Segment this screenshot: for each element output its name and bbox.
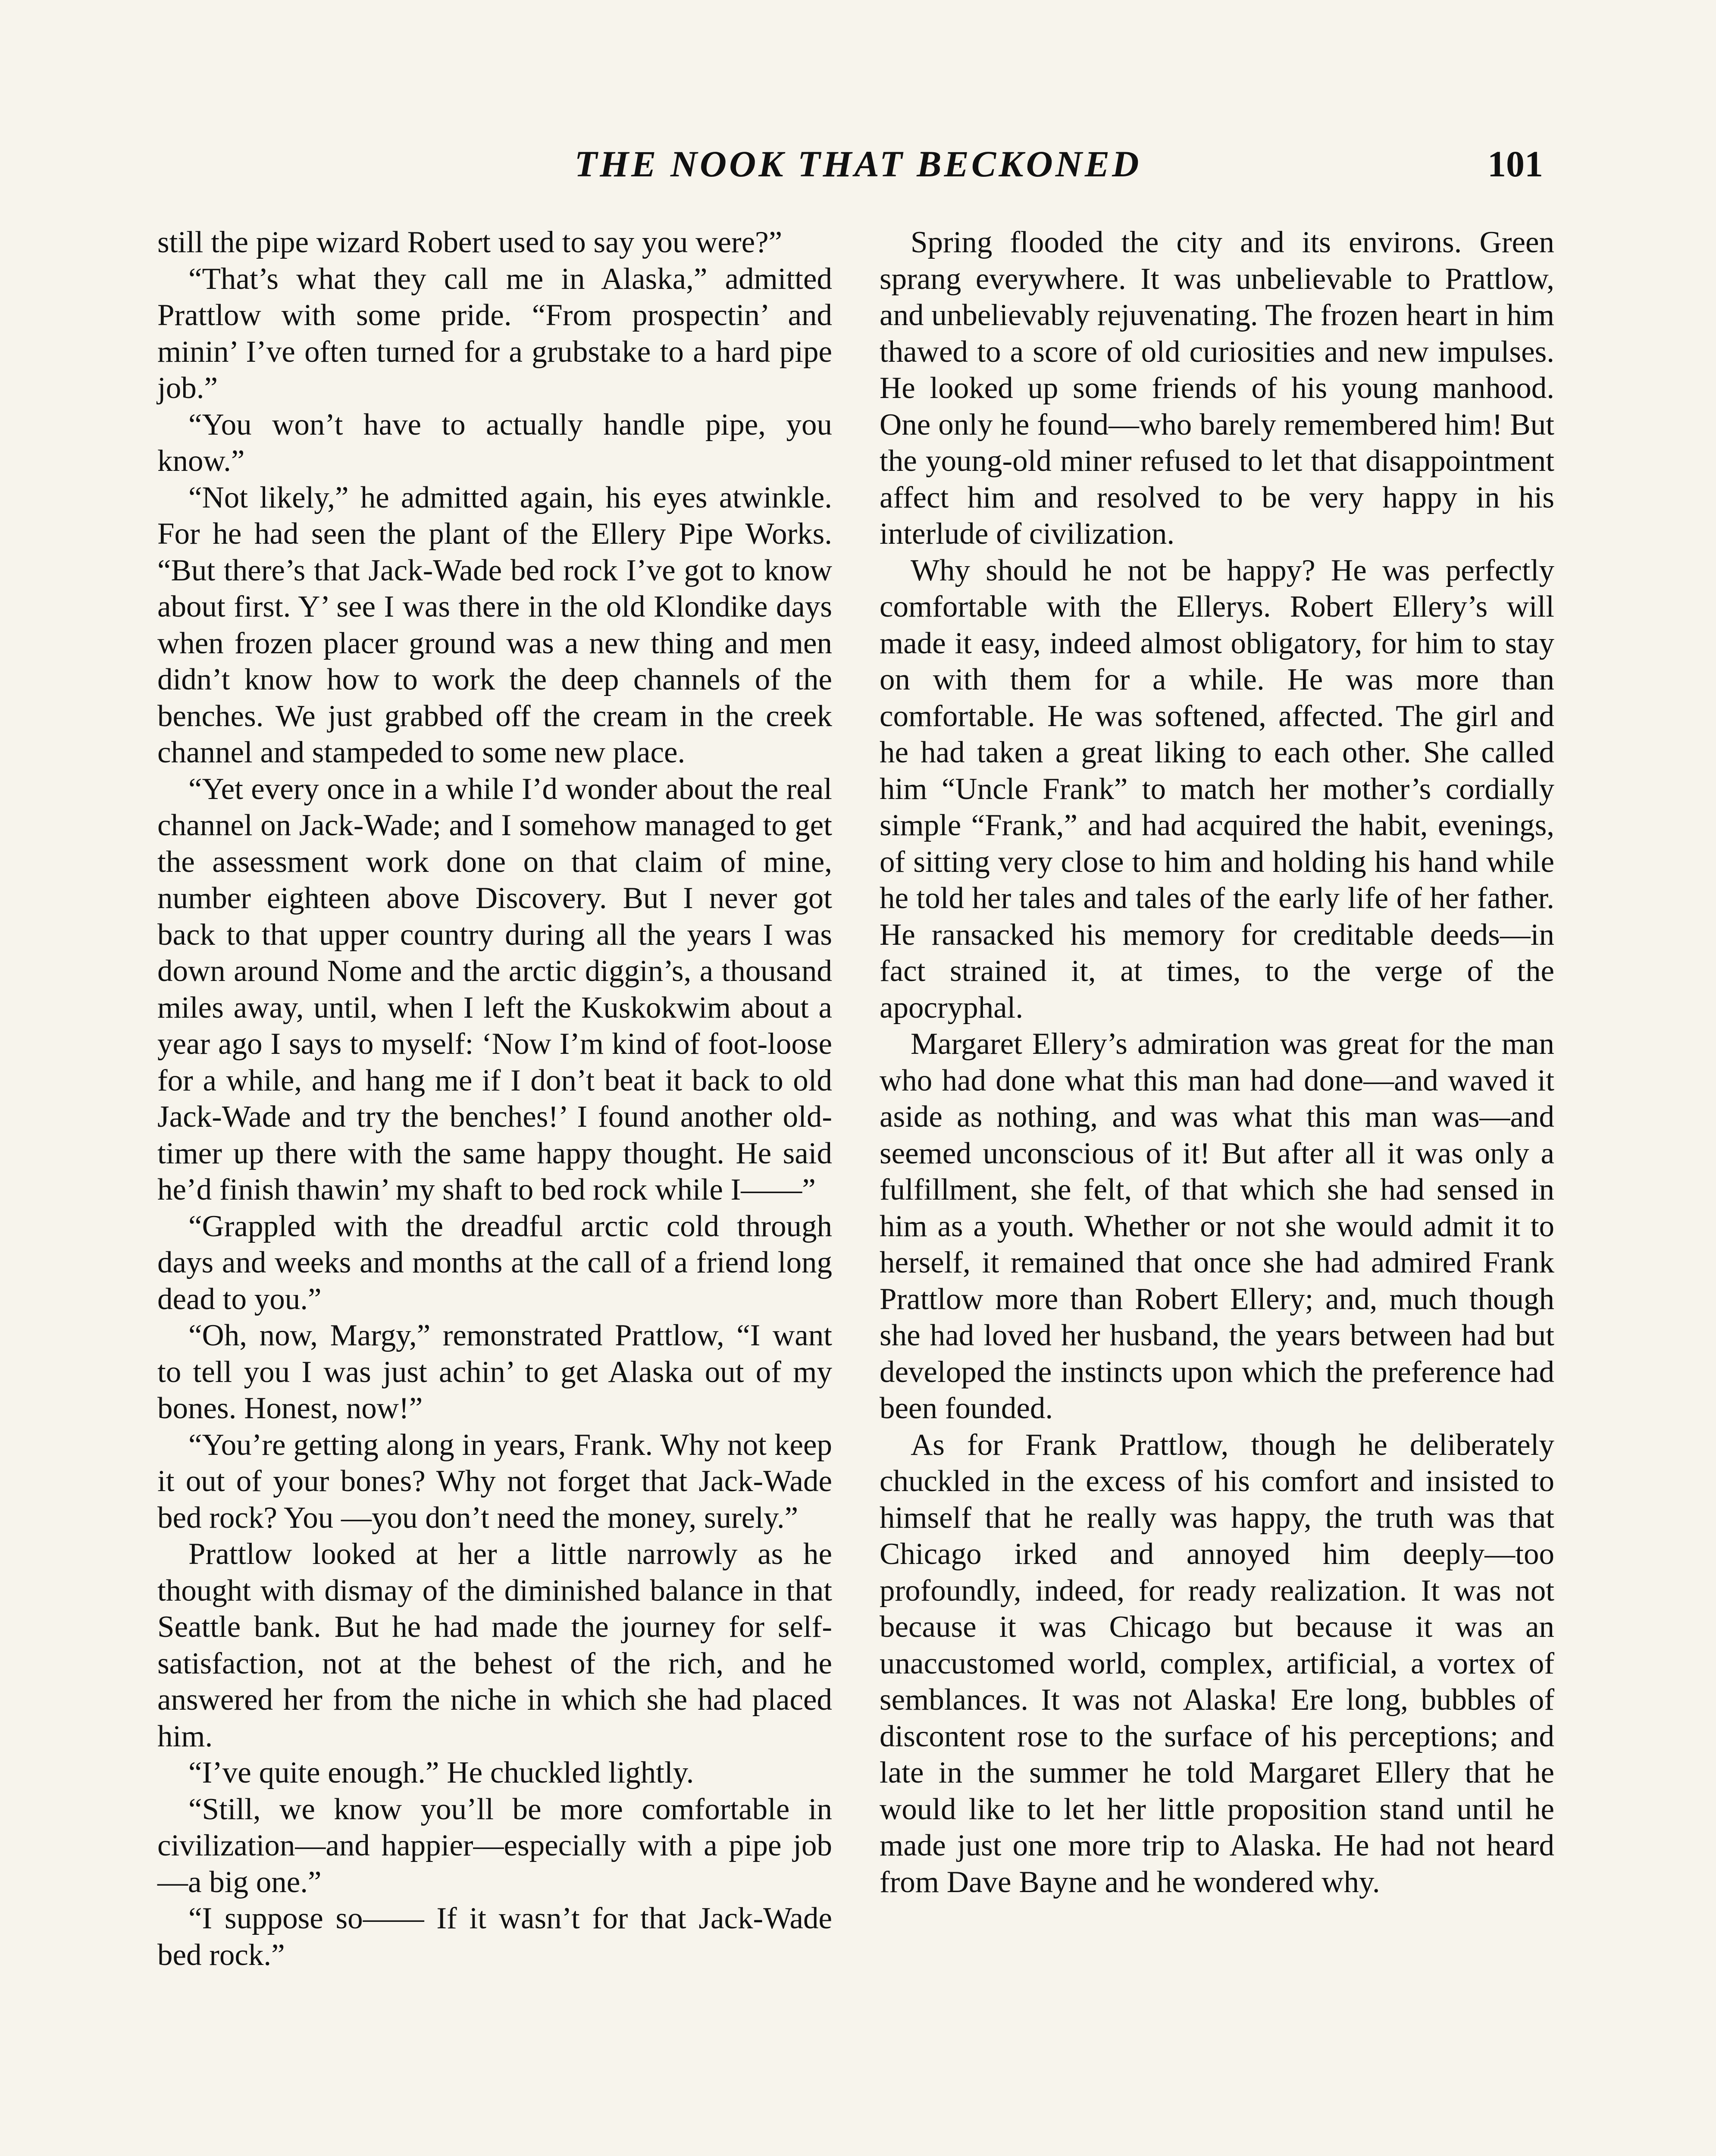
- paragraph: Prattlow looked at her a little narrowly as he thought with dismay of the diminished balance in that Seattle bank. But he had made the journey for self-satisfaction, not at the behest of the rich, and he answered her from the niche in which she had placed him.: [157, 1537, 832, 1753]
- paragraph: Spring flooded the city and its environs. Green sprang everywhere. It was unbelievable to Prattlow, and unbelievably rejuvenating. The frozen heart in him thawed to a score of old curiosities and new impulses. He looked up some friends of his young manhood. One only he found—who barely remembered him! But the young-old miner refused to let that disappointment affect him and resolved to be very happy in his interlude of civilization.: [880, 226, 1554, 551]
- paragraph: Why should he not be happy? He was perfectly comfortable with the Ellerys. Robert Ellery’s will made it easy, indeed almost obligatory, for him to stay on with them for a while. He was more than comfortable. He was softened, affected. The girl and he had taken a great liking to each other. She called him “Uncle Frank” to match her mother’s cordially simple “Frank,” and had acquired the habit, evenings, of sitting very close to him and holding his hand while he told her tales and tales of the early life of her father. He ransacked his memory for creditable deeds—in fact strained it, at times, to the verge of the apocryphal.: [880, 553, 1554, 1025]
- paragraph: “Oh, now, Margy,” remonstrated Prattlow, “I want to tell you I was just achin’ to get Alaska out of my bones. Honest, now!”: [157, 1319, 832, 1425]
- running-head-title: THE NOOK THAT BECKONED: [574, 143, 1142, 185]
- paragraph: “You won’t have to actually handle pipe, you know.”: [157, 407, 832, 478]
- text-column-left: [157, 224, 832, 1973]
- paragraph: “Grappled with the dreadful arctic cold through days and weeks and months at the call of a friend long dead to you.”: [157, 1209, 832, 1316]
- paragraph: As for Frank Prattlow, though he deliberately chuckled in the excess of his comfort and insisted to himself that he really was happy, the truth was that Chicago irked and annoyed him deeply—too profoundly, indeed, for ready realization. It was not because it was Chicago but because it was an unaccustomed world, complex, artificial, a vortex of semblances. It was not Alaska! Ere long, bubbles of discontent rose to the surface of his perceptions; and late in the summer he told Margaret Ellery that he would like to let her little proposition stand until he made just one more trip to Alaska. He had not heard from Dave Bayne and he wondered why.: [880, 1428, 1554, 1899]
- paragraph: “Still, we know you’ll be more comfortable in civilization—and happier—especially with a pipe job—a big one.”: [157, 1792, 832, 1899]
- paragraph: “I suppose so—— If it wasn’t for that Jack-Wade bed rock.”: [157, 1902, 832, 1972]
- paragraph: “That’s what they call me in Alaska,” admitted Prattlow with some pride. “From prospectin’ and minin’ I’ve often turned for a grubstake to a hard pipe job.”: [157, 262, 832, 405]
- paragraph: “Not likely,” he admitted again, his eyes atwinkle. For he had seen the plant of the Ellery Pipe Works. “But there’s that Jack-Wade bed rock I’ve got to know about first. Y’ see I was there in the old Klondike days when frozen placer ground was a new thing and men didn’t know how to work the deep channels of the benches. We just grabbed off the cream in the creek channel and stampeded to some new place.: [157, 480, 832, 769]
- paragraph: “Yet every once in a while I’d wonder about the real channel on Jack-Wade; and I somehow managed to get the assessment work done on that claim of mine, number eighteen above Discovery. But I never got back to that upper country during all the years I was down around Nome and the arctic diggin’s, a thousand miles away, until, when I left the Kuskokwim about a year ago I says to myself: ‘Now I’m kind of foot-loose for a while, and hang me if I don’t beat it back to old Jack-Wade and try the benches!’ I found another old-timer up there with the same happy thought. He said he’d finish thawin’ my shaft to bed rock while I——”: [157, 772, 832, 1206]
- page-number: 101: [1487, 143, 1543, 185]
- paragraph: Margaret Ellery’s admiration was great for the man who had done what this man had done—and waved it aside as nothing, and was what this man was—and seemed unconscious of it! But after all it was only a fulfillment, she felt, of that which she had sensed in him as a youth. Whether or not she would admit it to herself, it remained that once she had admired Frank Prattlow more than Robert Ellery; and, much though she had loved her husband, the years between had but developed the instincts upon which the preference had been founded.: [880, 1027, 1554, 1425]
- paragraph: “I’ve quite enough.” He chuckled lightly.: [188, 1756, 694, 1789]
- paragraph: still the pipe wizard Robert used to say you were?”: [157, 226, 783, 259]
- text-column-right: [880, 224, 1554, 1900]
- paragraph: “You’re getting along in years, Frank. Why not keep it out of your bones? Why not forget that Jack-Wade bed rock? You —you don’t need the money, surely.”: [157, 1428, 832, 1535]
